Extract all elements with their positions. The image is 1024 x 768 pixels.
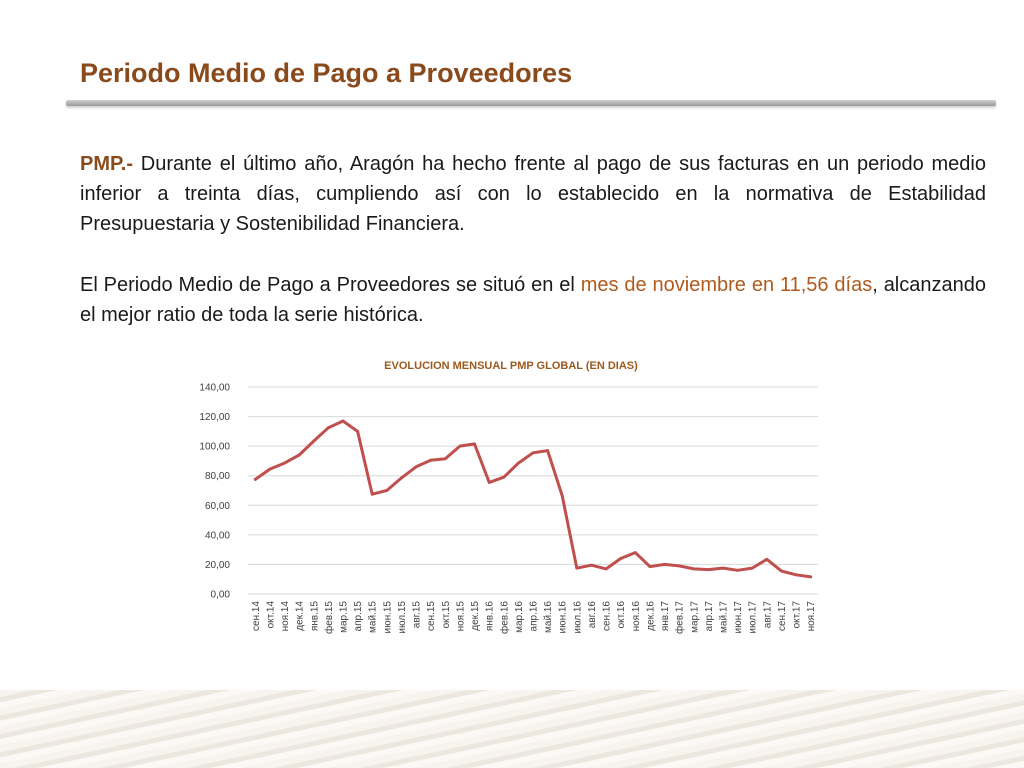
data-point [751, 567, 754, 570]
x-tick-label: июл.17 [747, 601, 759, 634]
x-tick-label: янв.16 [484, 601, 496, 632]
pmp-lead: PMP.- [80, 153, 133, 175]
para2-highlight: mes de noviembre en 11,56 días [580, 274, 873, 296]
x-tick-label: ноя.16 [630, 601, 642, 632]
x-tick-label: дек.14 [294, 601, 306, 631]
data-point [356, 430, 359, 433]
x-tick-label: апр.17 [703, 601, 715, 632]
data-point [342, 420, 345, 423]
y-tick-label: 0,00 [210, 589, 230, 601]
para2-post: , alcanzando el mejor ratio de toda la serie histórica. [80, 274, 986, 326]
chart-y-axis [199, 383, 230, 601]
chart-gridlines [248, 387, 818, 594]
x-tick-label: фев.15 [323, 601, 335, 635]
data-point [678, 565, 681, 568]
data-point [502, 476, 505, 479]
data-point [473, 443, 476, 446]
x-tick-label: июн.15 [382, 601, 394, 634]
x-tick-label: авг.17 [762, 601, 774, 629]
x-tick-label: янв.15 [309, 601, 321, 632]
x-tick-label: сен.14 [250, 601, 262, 631]
paragraph-pmp [80, 149, 986, 239]
chart-series [254, 420, 812, 579]
x-tick-label: мар.16 [513, 601, 525, 633]
x-tick-label: авг.16 [586, 601, 598, 629]
y-tick-label: 80,00 [204, 471, 230, 483]
data-point [736, 569, 739, 572]
chart-x-axis [251, 601, 817, 634]
data-point [327, 426, 330, 429]
series-line [255, 421, 810, 577]
data-point [488, 481, 491, 484]
data-point [429, 459, 432, 462]
data-point [590, 564, 593, 567]
data-point [707, 568, 710, 571]
data-point [459, 445, 462, 448]
y-tick-label: 100,00 [199, 441, 230, 453]
y-tick-label: 120,00 [199, 412, 230, 424]
x-tick-label: окт.16 [616, 601, 628, 629]
data-point [692, 568, 695, 571]
x-tick-label: ноя.14 [280, 601, 292, 632]
x-tick-label: окт.17 [791, 601, 803, 629]
data-point [517, 462, 520, 465]
data-point [546, 449, 549, 452]
data-point [283, 462, 286, 465]
x-tick-label: окт.15 [440, 601, 452, 629]
x-tick-label: июн.16 [557, 601, 569, 634]
x-tick-label: май.17 [718, 601, 730, 633]
data-point [371, 493, 374, 496]
data-point [254, 478, 257, 481]
x-tick-label: май.16 [543, 601, 555, 633]
x-tick-label: сен.15 [426, 601, 438, 631]
x-tick-label: май.15 [367, 601, 379, 633]
x-tick-label: ноя.15 [455, 601, 467, 632]
x-tick-label: дек.15 [470, 601, 482, 631]
y-tick-label: 60,00 [204, 500, 230, 512]
data-point [561, 494, 564, 497]
data-point [312, 440, 315, 443]
data-point [765, 558, 768, 561]
x-tick-label: апр.16 [528, 601, 540, 632]
title-underline [66, 100, 996, 106]
x-tick-label: мар.15 [338, 601, 350, 633]
data-point [400, 477, 403, 480]
x-tick-label: авг.15 [411, 601, 423, 629]
footer-decoration [0, 690, 1024, 768]
x-tick-label: сен.17 [776, 601, 788, 631]
x-tick-label: апр.15 [353, 601, 365, 632]
x-tick-label: июн.17 [733, 601, 745, 634]
x-tick-label: окт.14 [265, 601, 277, 629]
data-point [605, 568, 608, 571]
data-point [809, 576, 812, 579]
data-point [722, 567, 725, 570]
x-tick-label: фев.16 [499, 601, 511, 635]
x-tick-label: ноя.17 [806, 601, 818, 632]
paragraph-november [80, 270, 986, 330]
data-point [298, 454, 301, 457]
y-tick-label: 20,00 [204, 559, 230, 571]
data-point [780, 570, 783, 573]
data-point [415, 465, 418, 468]
data-point [795, 573, 798, 576]
data-point [532, 451, 535, 454]
y-tick-label: 140,00 [199, 382, 230, 394]
y-tick-label: 40,00 [204, 530, 230, 542]
x-tick-label: янв.17 [660, 601, 672, 632]
para2-pre: El Periodo Medio de Pago a Proveedores se situó en el [80, 274, 581, 296]
x-tick-label: дек.16 [645, 601, 657, 631]
data-point [385, 489, 388, 492]
x-tick-label: фев.17 [674, 601, 686, 635]
x-tick-label: июл.15 [396, 601, 408, 634]
x-tick-label: мар.17 [689, 601, 701, 633]
data-point [663, 563, 666, 566]
slide-title: Periodo Medio de Pago a Proveedores [80, 58, 573, 88]
x-tick-label: июл.16 [572, 601, 584, 634]
data-point [444, 457, 447, 460]
data-point [575, 567, 578, 570]
x-tick-label: сен.16 [601, 601, 613, 631]
data-point [269, 468, 272, 471]
data-point [649, 565, 652, 568]
pmp-line-chart [170, 350, 850, 650]
data-point [619, 557, 622, 560]
pmp-text: Durante el último año, Aragón ha hecho frente al pago de sus facturas en un periodo medio inferior a treinta días, cumpliendo así con lo establecido en la normativa de Estabilidad Presupuestaria y Sostenibilidad Financiera. [80, 153, 986, 235]
chart-title: EVOLUCION MENSUAL PMP GLOBAL (EN DIAS) [384, 360, 638, 372]
data-point [634, 551, 637, 554]
